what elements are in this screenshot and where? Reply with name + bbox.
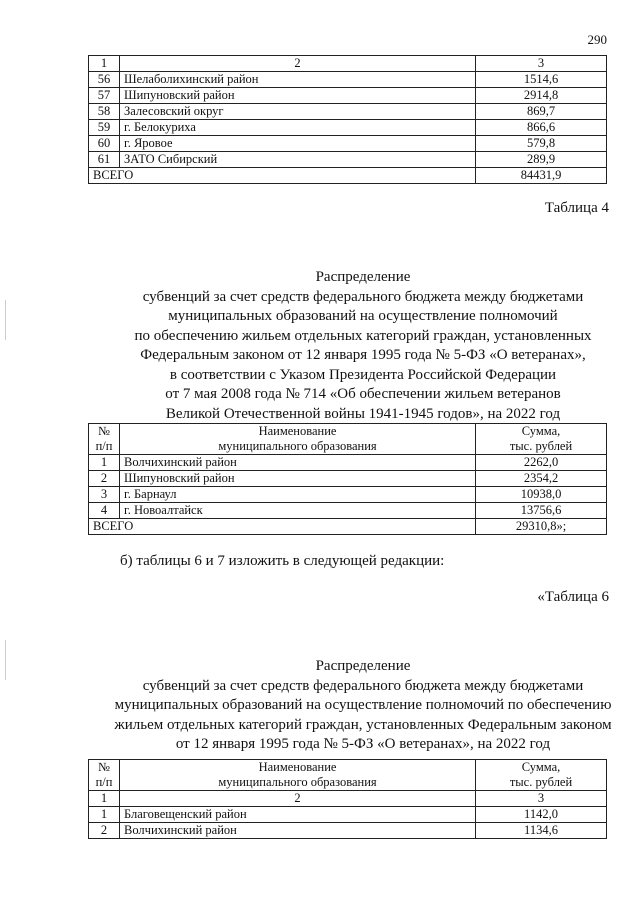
row-value: 1514,6: [476, 72, 607, 88]
table-cell: 1: [89, 56, 120, 72]
table-row: [89, 136, 607, 152]
row-number: 57: [89, 88, 120, 104]
row-value: 2262,0: [476, 455, 607, 471]
header-number: [89, 760, 120, 791]
scan-edge-mark: [5, 300, 6, 340]
row-number: 3: [89, 487, 120, 503]
row-name: г. Новоалтайск: [120, 503, 476, 519]
header-name: [120, 424, 476, 455]
continuation-table: [88, 55, 607, 184]
title-line: Федеральным законом от 12 января 1995 года № 5-ФЗ «О ветеранах»,: [140, 347, 586, 363]
row-number: 1: [89, 807, 120, 823]
row-value: 1134,6: [476, 823, 607, 839]
table-row: [89, 807, 607, 823]
table-cell: 3: [476, 56, 607, 72]
row-number: 56: [89, 72, 120, 88]
header-line: Сумма,: [521, 424, 561, 438]
row-number: 61: [89, 152, 120, 168]
row-number: 2: [89, 471, 120, 487]
table-6: [88, 759, 607, 839]
table-row: [89, 471, 607, 487]
row-value: 579,8: [476, 136, 607, 152]
instruction-paragraph: б) таблицы 6 и 7 изложить в следующей редакции:: [120, 553, 445, 569]
header-line: Наименование: [258, 424, 337, 438]
title-line: от 7 мая 2008 года № 714 «Об обеспечении жильем ветеранов: [165, 386, 561, 402]
header-line: Наименование: [258, 760, 337, 774]
table-row: [89, 72, 607, 88]
row-number: 2: [89, 823, 120, 839]
table-row: [89, 120, 607, 136]
header-line: №: [98, 760, 110, 774]
table-cell: 1: [89, 791, 120, 807]
header-sum: [476, 760, 607, 791]
title-line: по обеспечению жильем отдельных категорий граждан, установленных: [134, 327, 592, 344]
row-value: 866,6: [476, 120, 607, 136]
table-4: [88, 423, 607, 535]
row-name: г. Яровое: [120, 136, 476, 152]
row-name: Благовещенский район: [120, 807, 476, 823]
title-line: Распределение: [315, 658, 411, 674]
table-row: [89, 88, 607, 104]
table-cell: 2: [120, 56, 476, 72]
row-number: 4: [89, 503, 120, 519]
total-value: 84431,9: [476, 168, 607, 184]
title-line: в соответствии с Указом Президента Российской Федерации: [169, 366, 557, 383]
total-label: ВСЕГО: [89, 519, 476, 535]
title-line: от 12 января 1995 года № 5-ФЗ «О ветеранах», на 2022 год: [175, 736, 551, 752]
row-name: г. Барнаул: [120, 487, 476, 503]
row-name: Залесовский округ: [120, 104, 476, 120]
table-header-row: [89, 424, 607, 455]
header-number: [89, 424, 120, 455]
row-name: Волчихинский район: [120, 455, 476, 471]
header-line: Сумма,: [521, 760, 561, 774]
row-name: Волчихинский район: [120, 823, 476, 839]
table-6-label: «Таблица 6: [537, 589, 609, 605]
header-line: тыс. рублей: [509, 439, 573, 453]
row-number: 1: [89, 455, 120, 471]
table-row: [89, 455, 607, 471]
row-value: 13756,6: [476, 503, 607, 519]
table-cell: 3: [476, 791, 607, 807]
row-value: 2914,8: [476, 88, 607, 104]
column-index-row: [89, 791, 607, 807]
row-name: Шипуновский район: [120, 471, 476, 487]
row-value: 869,7: [476, 104, 607, 120]
table-row: [89, 152, 607, 168]
header-line: муниципального образования: [218, 775, 377, 789]
row-name: Шелаболихинский район: [120, 72, 476, 88]
row-number: 60: [89, 136, 120, 152]
page-number: 290: [587, 32, 607, 47]
total-row: [89, 168, 607, 184]
table-row: [89, 487, 607, 503]
title-line: Распределение: [315, 269, 411, 285]
row-value: 1142,0: [476, 807, 607, 823]
title-line: субвенций за счет средств федерального бюджета между бюджетами: [142, 677, 584, 694]
total-label: ВСЕГО: [89, 168, 476, 184]
row-name: г. Белокуриха: [120, 120, 476, 136]
table-row: [89, 503, 607, 519]
row-value: 2354,2: [476, 471, 607, 487]
title-line: муниципальных образований на осуществление полномочий: [168, 308, 558, 324]
title-line: субвенций за счет средств федерального бюджета между бюджетами: [142, 288, 584, 305]
title-line: муниципальных образований на осуществление полномочий по обеспечению: [114, 697, 612, 713]
table-header-row: [89, 56, 607, 72]
row-number: 59: [89, 120, 120, 136]
title-line: Великой Отечественной войны 1941-1945 годов», на 2022 год: [165, 405, 561, 422]
header-line: №: [98, 424, 110, 438]
title-line: жильем отдельных категорий граждан, установленных Федеральным законом: [114, 716, 612, 733]
header-line: п/п: [95, 439, 113, 453]
header-sum: [476, 424, 607, 455]
table-4-title: [88, 268, 638, 424]
table-header-row: [89, 760, 607, 791]
row-number: 58: [89, 104, 120, 120]
total-row: [89, 519, 607, 535]
row-value: 289,9: [476, 152, 607, 168]
table-row: [89, 823, 607, 839]
table-row: [89, 104, 607, 120]
row-name: Шипуновский район: [120, 88, 476, 104]
row-value: 10938,0: [476, 487, 607, 503]
header-line: муниципального образования: [218, 439, 377, 453]
scan-edge-mark: [5, 640, 6, 680]
table-cell: 2: [120, 791, 476, 807]
header-name: [120, 760, 476, 791]
table-4-label: Таблица 4: [544, 200, 609, 216]
total-value: 29310,8»;: [476, 519, 607, 535]
table-6-title: [88, 657, 638, 755]
header-line: п/п: [95, 775, 113, 789]
header-line: тыс. рублей: [509, 775, 573, 789]
row-name: ЗАТО Сибирский: [120, 152, 476, 168]
